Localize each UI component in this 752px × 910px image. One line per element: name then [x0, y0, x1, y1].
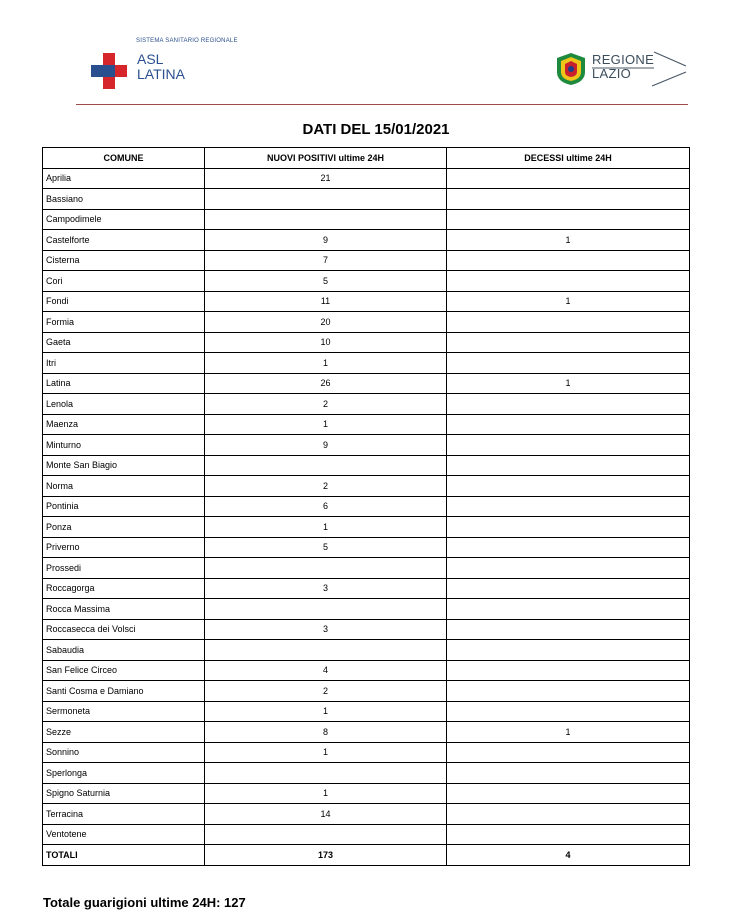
decessi-cell: 1: [447, 373, 690, 394]
nuovi-positivi-cell: 11: [205, 291, 447, 312]
decessi-cell: 1: [447, 230, 690, 251]
table-header-row: [43, 148, 690, 169]
decessi-cell: [447, 804, 690, 825]
table-row: [43, 189, 690, 210]
nuovi-positivi-cell: 1: [205, 701, 447, 722]
decessi-cell: [447, 209, 690, 230]
table-row: [43, 660, 690, 681]
comune-cell: Santi Cosma e Damiano: [43, 681, 205, 702]
table-row: [43, 291, 690, 312]
nuovi-positivi-cell: [205, 763, 447, 784]
decessi-cell: [447, 578, 690, 599]
table-row: [43, 394, 690, 415]
nuovi-positivi-cell: 4: [205, 660, 447, 681]
comune-cell: Rocca Massima: [43, 599, 205, 620]
table-row: [43, 373, 690, 394]
nuovi-positivi-cell: 3: [205, 619, 447, 640]
table-row: [43, 537, 690, 558]
header-divider: [76, 104, 688, 105]
decessi-cell: 1: [447, 722, 690, 743]
nuovi-positivi-cell: 2: [205, 394, 447, 415]
municipality-data-table: [42, 147, 690, 866]
comune-cell: TOTALI: [43, 845, 205, 866]
asl-tagline: SISTEMA SANITARIO REGIONALE: [136, 38, 238, 44]
comune-cell: Sabaudia: [43, 640, 205, 661]
nuovi-positivi-cell: [205, 189, 447, 210]
totals-row: [43, 845, 690, 866]
comune-cell: Ponza: [43, 517, 205, 538]
comune-cell: Sperlonga: [43, 763, 205, 784]
nuovi-positivi-cell: 21: [205, 168, 447, 189]
comune-cell: Sonnino: [43, 742, 205, 763]
column-header-nuovi-positivi: NUOVI POSITIVI ultime 24H: [205, 148, 447, 169]
decessi-cell: [447, 517, 690, 538]
decessi-cell: [447, 353, 690, 374]
comune-cell: Prossedi: [43, 558, 205, 579]
table-body: [43, 168, 690, 865]
comune-cell: Pontinia: [43, 496, 205, 517]
table-row: [43, 332, 690, 353]
decessi-cell: [447, 312, 690, 333]
decessi-cell: [447, 435, 690, 456]
page-header: [0, 0, 752, 106]
decessi-cell: 1: [447, 291, 690, 312]
table-row: [43, 681, 690, 702]
comune-cell: San Felice Circeo: [43, 660, 205, 681]
comune-cell: Spigno Saturnia: [43, 783, 205, 804]
nuovi-positivi-cell: [205, 558, 447, 579]
table-row: [43, 496, 690, 517]
table-row: [43, 742, 690, 763]
column-header-decessi: DECESSI ultime 24H: [447, 148, 690, 169]
table-row: [43, 599, 690, 620]
comune-cell: Aprilia: [43, 168, 205, 189]
nuovi-positivi-cell: [205, 599, 447, 620]
nuovi-positivi-cell: 20: [205, 312, 447, 333]
table-row: [43, 763, 690, 784]
nuovi-positivi-cell: 5: [205, 537, 447, 558]
decessi-cell: [447, 619, 690, 640]
nuovi-positivi-cell: 1: [205, 517, 447, 538]
comune-cell: Campodimele: [43, 209, 205, 230]
table-row: [43, 455, 690, 476]
decessi-cell: [447, 250, 690, 271]
comune-cell: Maenza: [43, 414, 205, 435]
table-row: [43, 476, 690, 497]
decessi-cell: [447, 414, 690, 435]
comune-cell: Priverno: [43, 537, 205, 558]
table-row: [43, 701, 690, 722]
table-row: [43, 414, 690, 435]
nuovi-positivi-cell: 1: [205, 783, 447, 804]
table-row: [43, 271, 690, 292]
comune-cell: Sezze: [43, 722, 205, 743]
table-row: [43, 558, 690, 579]
column-header-comune: COMUNE: [43, 148, 205, 169]
nuovi-positivi-cell: 8: [205, 722, 447, 743]
decessi-cell: [447, 701, 690, 722]
comune-cell: Cori: [43, 271, 205, 292]
comune-cell: Castelforte: [43, 230, 205, 251]
table-row: [43, 517, 690, 538]
table-row: [43, 353, 690, 374]
nuovi-positivi-cell: [205, 455, 447, 476]
comune-cell: Norma: [43, 476, 205, 497]
nuovi-positivi-cell: 1: [205, 414, 447, 435]
table-row: [43, 804, 690, 825]
nuovi-positivi-cell: 5: [205, 271, 447, 292]
decessi-cell: [447, 271, 690, 292]
decessi-cell: [447, 537, 690, 558]
comune-cell: Ventotene: [43, 824, 205, 845]
nuovi-positivi-cell: 14: [205, 804, 447, 825]
comune-cell: Roccasecca dei Volsci: [43, 619, 205, 640]
decessi-cell: [447, 168, 690, 189]
decessi-cell: [447, 763, 690, 784]
decessi-cell: [447, 640, 690, 661]
comune-cell: Lenola: [43, 394, 205, 415]
table-row: [43, 640, 690, 661]
table-row: [43, 722, 690, 743]
table-row: [43, 824, 690, 845]
regione-lazio-name: REGIONE LAZIO: [592, 52, 655, 81]
comune-cell: Fondi: [43, 291, 205, 312]
table-row: [43, 578, 690, 599]
table-row: [43, 168, 690, 189]
total-recoveries: Totale guarigioni ultime 24H: 127: [43, 895, 246, 910]
regione-lazio-emblem-icon: [555, 52, 587, 86]
decessi-cell: [447, 496, 690, 517]
nuovi-positivi-cell: [205, 209, 447, 230]
decessi-cell: [447, 660, 690, 681]
nuovi-positivi-cell: 10: [205, 332, 447, 353]
decessi-cell: [447, 394, 690, 415]
nuovi-positivi-cell: 7: [205, 250, 447, 271]
comune-cell: Roccagorga: [43, 578, 205, 599]
comune-cell: Gaeta: [43, 332, 205, 353]
nuovi-positivi-cell: 2: [205, 681, 447, 702]
decessi-cell: [447, 558, 690, 579]
comune-cell: Bassiano: [43, 189, 205, 210]
document-title: DATI DEL 15/01/2021: [302, 121, 450, 138]
nuovi-positivi-cell: 9: [205, 435, 447, 456]
nuovi-positivi-cell: 1: [205, 742, 447, 763]
decessi-cell: [447, 455, 690, 476]
nuovi-positivi-cell: [205, 640, 447, 661]
asl-name: ASL LATINA: [137, 51, 185, 82]
decessi-cell: [447, 681, 690, 702]
comune-cell: Sermoneta: [43, 701, 205, 722]
decessi-cell: [447, 189, 690, 210]
comune-cell: Terracina: [43, 804, 205, 825]
decessi-cell: [447, 332, 690, 353]
comune-cell: Formia: [43, 312, 205, 333]
nuovi-positivi-cell: 1: [205, 353, 447, 374]
nuovi-positivi-cell: 173: [205, 845, 447, 866]
decessi-cell: [447, 599, 690, 620]
comune-cell: Minturno: [43, 435, 205, 456]
nuovi-positivi-cell: 2: [205, 476, 447, 497]
table-row: [43, 783, 690, 804]
table-row: [43, 619, 690, 640]
decessi-cell: [447, 742, 690, 763]
nuovi-positivi-cell: [205, 824, 447, 845]
nuovi-positivi-cell: 6: [205, 496, 447, 517]
comune-cell: Itri: [43, 353, 205, 374]
nuovi-positivi-cell: 3: [205, 578, 447, 599]
table-row: [43, 312, 690, 333]
decessi-cell: 4: [447, 845, 690, 866]
decessi-cell: [447, 824, 690, 845]
table-row: [43, 209, 690, 230]
table-row: [43, 435, 690, 456]
comune-cell: Monte San Biagio: [43, 455, 205, 476]
comune-cell: Cisterna: [43, 250, 205, 271]
comune-cell: Latina: [43, 373, 205, 394]
asl-cross-logo-icon: [91, 53, 127, 89]
nuovi-positivi-cell: 9: [205, 230, 447, 251]
table-row: [43, 250, 690, 271]
decessi-cell: [447, 476, 690, 497]
nuovi-positivi-cell: 26: [205, 373, 447, 394]
table-row: [43, 230, 690, 251]
decessi-cell: [447, 783, 690, 804]
